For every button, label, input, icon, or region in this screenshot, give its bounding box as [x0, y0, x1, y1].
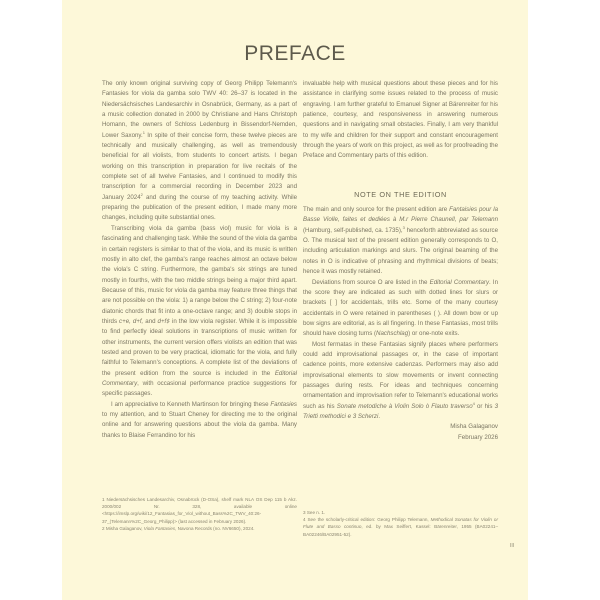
text-run: to my attention, and to Stuart Cheney for directing me to the original online and for answering questions about the viola da gamba. Many thanks to Blaise Ferrandino for his: [102, 411, 297, 439]
italic-text: Methodical Sonatas for Violin or Flute and Basso continuo: [303, 517, 498, 530]
text-run: and during the course of my teaching activity. While preparing the publication of the present edition, I made many more changes, including quite substantial ones.: [102, 193, 298, 222]
footnote-marker: 2: [140, 191, 143, 197]
text-run: 2 Misha Galaganov,: [102, 525, 144, 531]
italic-text: 3 Trietti methodici e 3 Scherzi: [303, 402, 498, 420]
signature-name: Misha Galaganov: [450, 423, 498, 431]
page-number: III: [510, 543, 515, 549]
footnote: [303, 516, 498, 538]
footnote: [102, 496, 297, 525]
text-run: in the low viola register. While it is impossible to find perfectly ideal solutions in transcriptions of music written for other instruments, the current version offers violists an edition that was tested and proven to be very practical, idiomatic for the viola, and fully faithful to Telemann's conceptions. A complete list of the deviations of the present edition from the source is included in the: [102, 317, 297, 377]
italic-text: Sonate metodiche à Violin Solo ò Flauto traverso: [336, 402, 473, 410]
footnotes-right: [303, 509, 498, 538]
left-column: [102, 79, 297, 441]
italic-text: Nachschlag: [376, 330, 409, 338]
paragraph: [102, 400, 297, 441]
text-run: invaluable help with musical questions about these pieces and for his assistance in clarifying some issues related to the process of music engraving. I am further grateful to Emanuel Signer at Bärenreiter for his patience, courtesy, and responsiveness in answering numerous questions and in navigating small obstacles. Finally, I am very thankful to my wife and children for their support and constant encouragement through the years of work on this project, as well as for proofreading the Preface and Commentary parts of this edition.: [303, 80, 498, 160]
note-on-edition: [303, 205, 498, 422]
paragraph: [102, 79, 297, 224]
document-page: [62, 0, 528, 600]
footnote-marker: 3: [402, 224, 405, 230]
text-run: The only known original surviving copy of Georg Philipp Telemann's Fantasies for viola da gamba solo TWV 40: 26–37 is located in the Niedersächsisches Landesarchiv in Osnabrück, Germany, as a part of a music collection donated in 2000 by Christiane and Hans Christoph Homann, the owners of Schloss Ledenburg in Bissendorf-Nemden, Lower Saxony.: [102, 80, 297, 139]
text-run: or his: [474, 402, 495, 410]
paragraph: [303, 79, 498, 162]
paragraph: [102, 224, 297, 400]
italic-text: Fantaisies pour la Basse Violle, faites et dediées à M.r Pierre Chaunell, par Telemann: [303, 206, 498, 224]
italic-text: Viola Fantasies: [143, 525, 176, 531]
footnote-marker: 1: [142, 129, 145, 135]
italic-text: Editorial Commentary: [102, 369, 297, 387]
text-run: I am appreciative to Kenneth Martinson for bringing these: [111, 400, 271, 408]
italic-text: c+e, d+f,: [119, 317, 144, 325]
text-run: henceforth abbreviated as source O. The musical text of the present edition generally corresponds to O, including articulation markings and slurs. The original beaming of the notes in O is indicative of phrasing and rhythmical divisions of beats; hence it was mostly retained.: [303, 226, 498, 276]
text-run: ) or one-note exits.: [408, 330, 460, 338]
acknowledgements: [303, 79, 498, 162]
text-run: , ed. by Max Seiffert, Kassel: Bärenreiter, 1955 (BA02241–BA02246/BA02951-52).: [303, 524, 498, 537]
italic-text: d+f♯: [157, 317, 170, 325]
paragraph: [303, 278, 498, 340]
italic-text: Fantasies: [270, 400, 297, 408]
page-title: PREFACE: [244, 42, 346, 65]
text-run: (Hamburg, self-published, ca. 1735),: [303, 226, 403, 234]
right-column: [303, 79, 498, 443]
text-run: . In the score they are indicated as such with dotted lines for slurs or brackets [ ] for accidentals, trills etc. Some of the many courtesy accidentals in O were retained in parentheses ( ). All down bow or up bow signs are editorial, as is all fingering. In these Fantasias, most trills should have closing turns (: [303, 278, 498, 338]
text-run: , Navona Records (no. NV6650), 2024.: [175, 525, 255, 531]
text-run: The main and only source for the present edition are: [303, 206, 450, 214]
section-heading: NOTE ON THE EDITION: [354, 189, 447, 199]
text-run: .: [378, 412, 381, 420]
text-run: and: [143, 317, 158, 325]
text-run: Transcribing viola da gamba (bass viol) music for viola is a fascinating and challenging task. While the sound of the viola da gamba in certain registers is similar to that of the viola, and its music is written mostly in alto clef, the gamba's range reaches almost an octave below the viola's C string. Furthermore, the gamba's six strings are tuned mostly in fourths, with the two middle strings being a major third apart. Because of this, music for viola da gamba may feature three things that are not possible on the viola: 1) a range below the C string; 2) four-note diatonic chords that fit into a one-octave range; and 3) double stops in thirds: [102, 224, 297, 325]
text-run: In spite of their concise form, these twelve pieces are technically and musically challenging, as well as tremendously beneficial for all violists, from students to concert artists. I began working on this transcription in preparation for live recitals of the complete set of all twelve Fantasies, and I continued to modify this transcription for a commercial recording in December 2023 and January 2024: [102, 131, 297, 201]
text-run: 4 See the scholarly-critical edition: Georg Philipp Telemann,: [303, 517, 431, 523]
text-run: Most fermatas in these Fantasias signify places where performers could add improvisational passages or, in the case of important cadence points, more extensive cadenzas. Performers may also add improvisational elements to slow movements or invent connecting passages during rests. For ideas and techniques concerning ornamentation and improvisation refer to Telemann's educational works such as his: [303, 340, 498, 410]
footnotes-left: [102, 496, 297, 532]
italic-text: Editorial Commentary: [429, 278, 490, 286]
footnote: [102, 525, 297, 532]
paragraph: [303, 205, 498, 277]
signature-date: February 2026: [458, 433, 498, 441]
paragraph: [303, 340, 498, 423]
text-run: Deviations from source O are listed in the: [312, 278, 430, 286]
footnote-marker: 4: [472, 400, 475, 406]
text-run: 1 Niedersächsisches Landesarchiv, Osnabrück (D-OSa), shelf mark NLA OS Dep 115 b Akz. 2000/002 Nr. 328, available online <https://imslp.org/wiki/12_Fantasias_for_Viol_without_Bass%2C_TWV_40:26-37_(Telemann%2C_Georg_Philipp)> (last accessed in February 2026).: [102, 497, 297, 524]
text-run: , with occasional performance practice suggestions for specific passages.: [102, 379, 297, 398]
text-run: 3 See n. 1.: [303, 510, 326, 515]
footnote: [303, 509, 498, 516]
